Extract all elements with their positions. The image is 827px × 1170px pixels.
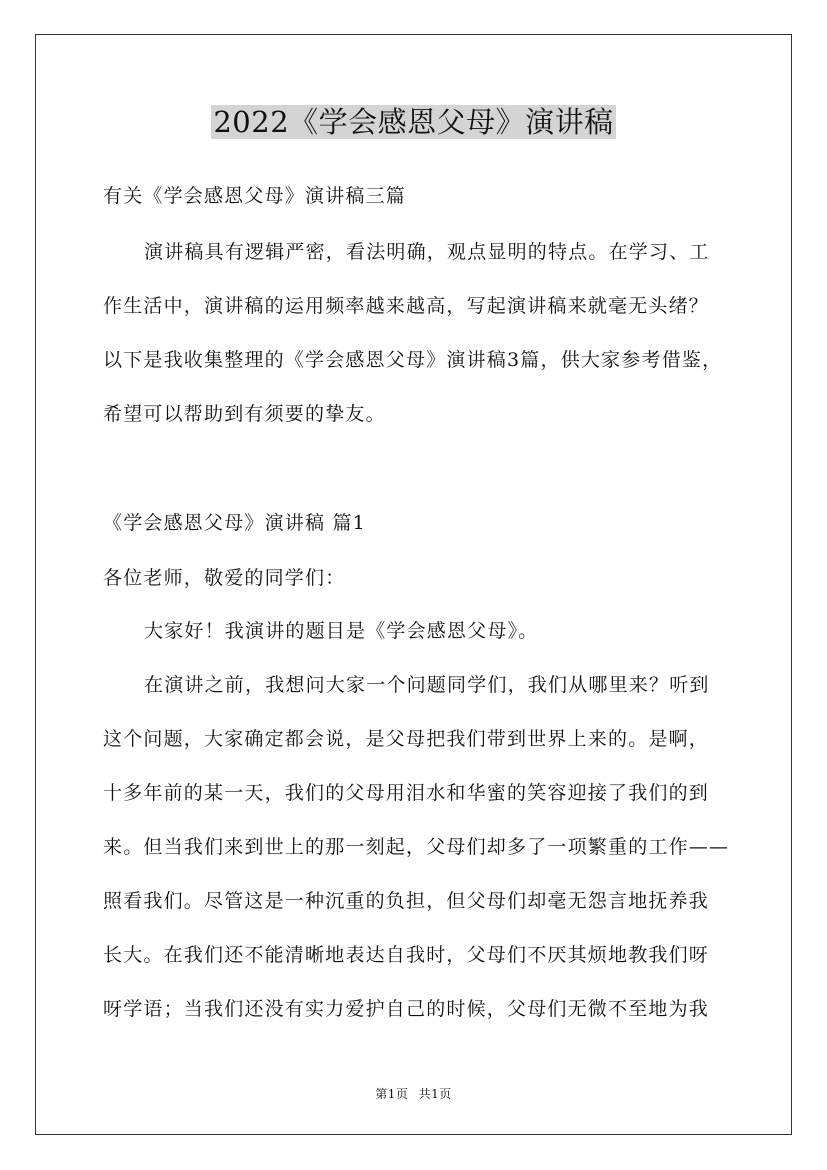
body-line: 十多年前的某一天，我们的父母用泪水和华蜜的笑容迎接了我们的到	[103, 782, 710, 804]
body-line: 长大。在我们还不能清晰地表达自我时，父母们不厌其烦地教我们呀	[103, 944, 710, 966]
document-title: 2022《学会感恩父母》演讲稿	[213, 105, 614, 139]
intro-line: 演讲稿具有逻辑严密，看法明确，观点显明的特点。在学习、工	[144, 241, 710, 263]
body-line: 照看我们。尽管这是一种沉重的负担，但父母们却毫无怨言地抚养我	[103, 890, 710, 912]
document-title-wrap	[0, 100, 827, 141]
subtitle: 有关《学会感恩父母》演讲稿三篇	[103, 185, 407, 207]
page-total: 共1页	[418, 1087, 452, 1101]
body-line: 这个问题，大家确定都会说，是父母把我们带到世界上来的。是啊，	[103, 728, 710, 750]
greeting: 各位老师，敬爱的同学们：	[103, 567, 346, 589]
intro-line: 希望可以帮助到有须要的挚友。	[103, 403, 386, 425]
body-line: 来。但当我们来到世上的那一刻起，父母们却多了一项繁重的工作——	[103, 836, 730, 858]
page-number: 第1页	[375, 1087, 409, 1101]
body-line: 大家好！我演讲的题目是《学会感恩父母》。	[144, 620, 539, 642]
intro-line: 作生活中，演讲稿的运用频率越来越高，写起演讲稿来就毫无头绪？	[103, 295, 710, 317]
body-line: 在演讲之前，我想问大家一个问题同学们，我们从哪里来？听到	[144, 674, 710, 696]
page-footer	[0, 1085, 827, 1102]
intro-line: 以下是我收集整理的《学会感恩父母》演讲稿3篇，供大家参考借鉴，	[103, 349, 723, 371]
body-line: 呀学语；当我们还没有实力爱护自己的时候，父母们无微不至地为我	[103, 998, 710, 1020]
section-heading: 《学会感恩父母》演讲稿 篇1	[103, 512, 366, 534]
